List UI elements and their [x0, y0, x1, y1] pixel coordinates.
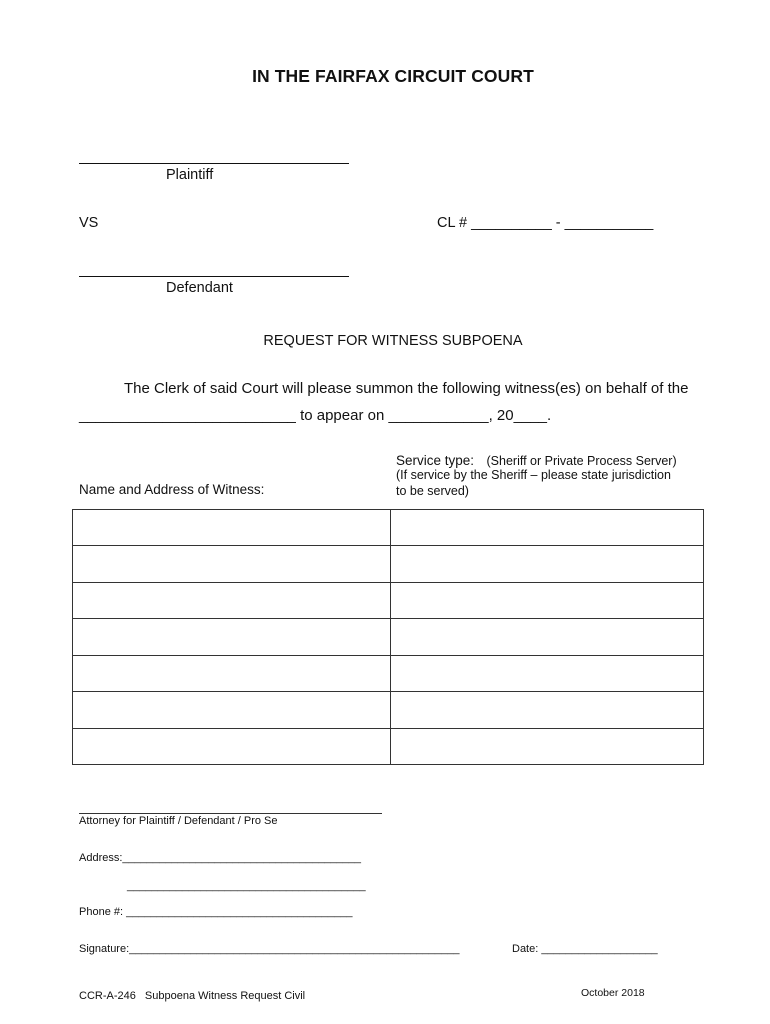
witness-name-address-cell[interactable]: [73, 655, 391, 691]
witness-name-address-cell[interactable]: [73, 582, 391, 618]
phone-label: Phone #:: [79, 906, 124, 918]
signature-field: [79, 943, 460, 955]
witness-service-cell[interactable]: [391, 655, 704, 691]
form-name: Subpoena Witness Request Civil: [144, 990, 306, 1002]
table-row: [73, 692, 704, 728]
table-row: [73, 510, 704, 546]
date-label: Date:: [512, 943, 539, 955]
witness-name-address-cell[interactable]: [73, 692, 391, 728]
witness-service-cell[interactable]: [391, 728, 704, 764]
service-type-label: Service type:: [396, 453, 475, 468]
request-text-line1: The Clerk of said Court will please summon the following witness(es) on behalf of the: [124, 380, 689, 397]
attorney-signature-line[interactable]: [79, 813, 382, 814]
table-row: [73, 728, 704, 764]
signature-label: Signature:: [79, 943, 130, 955]
witness-service-cell[interactable]: [391, 692, 704, 728]
address-line1-input[interactable]: _______________________________________: [122, 852, 362, 864]
plaintiff-name-line[interactable]: [79, 163, 349, 164]
table-row: [73, 619, 704, 655]
date-input[interactable]: ___________________: [541, 943, 658, 955]
witness-name-address-cell[interactable]: [73, 510, 391, 546]
address-line2-input[interactable]: _______________________________________: [127, 880, 366, 892]
witness-column-label: Name and Address of Witness:: [79, 482, 265, 497]
defendant-label: Defendant: [166, 280, 233, 296]
form-heading: REQUEST FOR WITNESS SUBPOENA: [263, 333, 523, 349]
court-title: IN THE FAIRFAX CIRCUIT COURT: [252, 66, 534, 86]
footer-form-id: [79, 990, 305, 1002]
witness-service-cell[interactable]: [391, 619, 704, 655]
revision-date: October 2018: [581, 987, 645, 999]
service-type-options: (Sheriff or Private Process Server): [486, 454, 677, 468]
date-field: [512, 943, 658, 955]
defendant-name-line[interactable]: [79, 276, 349, 277]
witness-service-cell[interactable]: [391, 546, 704, 582]
witness-service-cell[interactable]: [391, 510, 704, 546]
signature-input[interactable]: ______________________________________________________: [129, 943, 460, 955]
table-row: [73, 655, 704, 691]
address-field: [79, 852, 361, 864]
request-text-line2[interactable]: __________________________ to appear on ____________, 20____.: [79, 407, 552, 424]
plaintiff-label: Plaintiff: [166, 167, 214, 183]
witness-service-cell[interactable]: [391, 582, 704, 618]
phone-input[interactable]: _____________________________________: [126, 906, 353, 918]
table-row: [73, 546, 704, 582]
service-note-line1: (If service by the Sheriff – please state jurisdiction: [396, 468, 671, 482]
form-code: CCR-A-246: [79, 990, 136, 1002]
address-label: Address:: [79, 852, 123, 864]
table-row: [73, 582, 704, 618]
attorney-role-label: Attorney for Plaintiff / Defendant / Pro Se: [79, 815, 278, 827]
witness-name-address-cell[interactable]: [73, 619, 391, 655]
witness-name-address-cell[interactable]: [73, 546, 391, 582]
witness-table: [72, 509, 704, 765]
case-number-field[interactable]: CL # __________ - ___________: [437, 215, 654, 231]
versus-label: VS: [79, 215, 99, 231]
phone-field: [79, 906, 352, 918]
witness-name-address-cell[interactable]: [73, 728, 391, 764]
service-note-line2: to be served): [396, 484, 469, 498]
